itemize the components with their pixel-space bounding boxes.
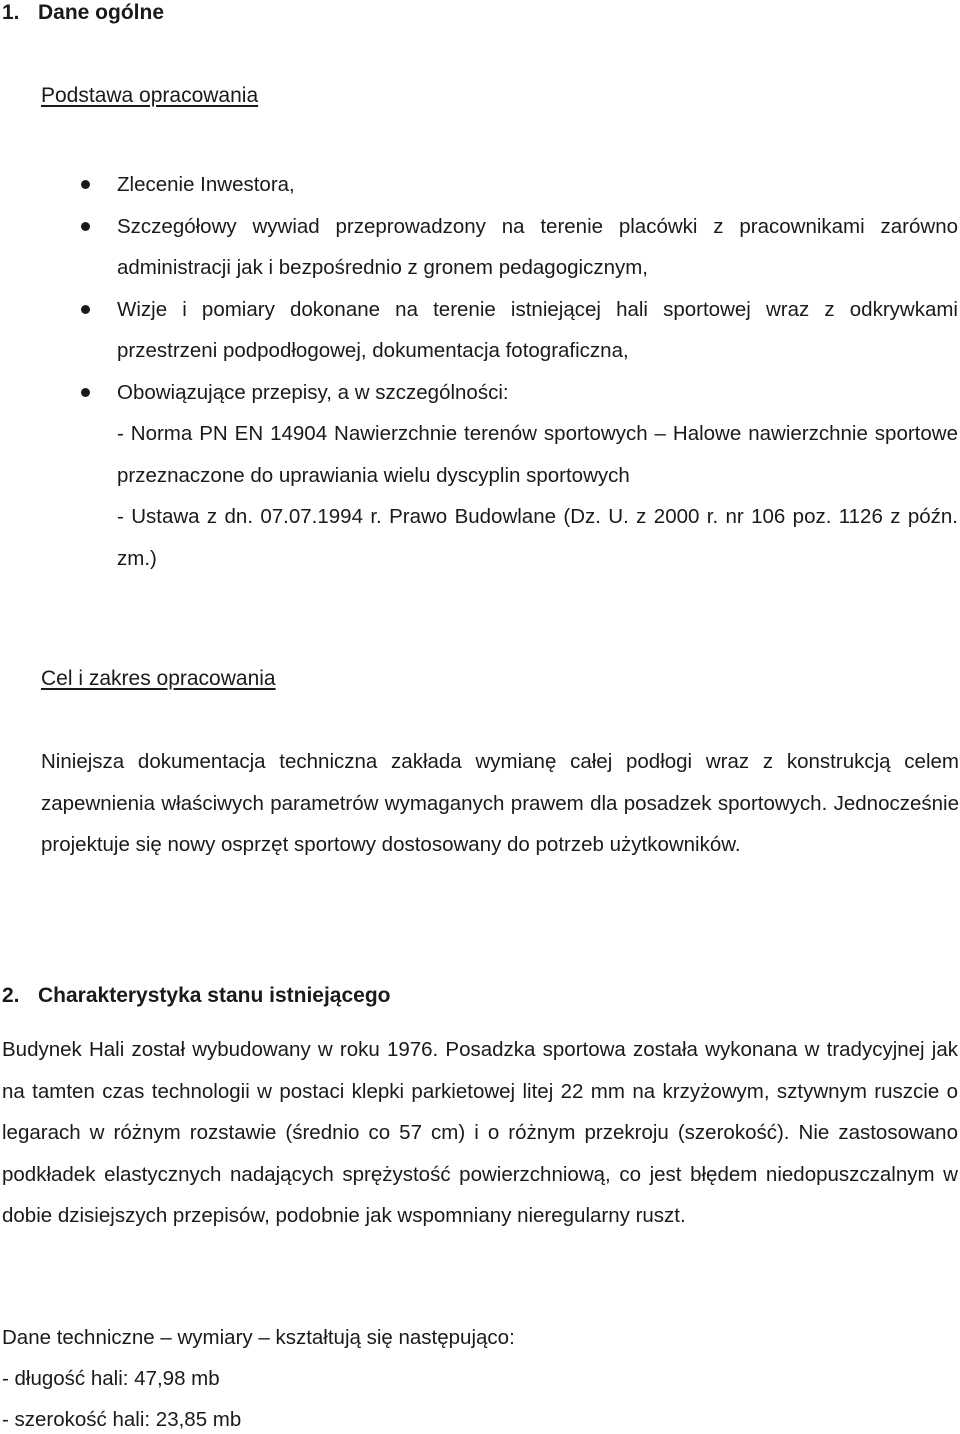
list-item-text: Obowiązujące przepisy, a w szczególności: [117, 380, 509, 404]
hall-length: - długość hali: 47,98 mb [2, 1367, 220, 1390]
bullet-icon [81, 180, 90, 189]
section-2-heading [2, 983, 391, 1009]
hall-width: - szerokość hali: 23,85 mb [2, 1408, 242, 1431]
list-item [0, 289, 960, 372]
basis-list [0, 164, 960, 579]
scope-heading: Cel i zakres opracowania [41, 667, 276, 690]
list-item [0, 206, 960, 289]
list-item-text: Szczegółowy wywiad przeprowadzony na terenie placówki z pracownikami zarówno administracji jak i bezpośrednio z gronem pedagogicznym, [117, 214, 958, 279]
existing-state-paragraph: Budynek Hali został wybudowany w roku 1976. Posadzka sportowa została wykonana w tradycyjnej jak na tamten czas technologii w postaci klepki parkietowej litej 22 mm na krzyżowym, sztywnym ruszcie o legarach w różnym rozstawie (średnio co 57 cm) i o różnym przekroju (szerokość). Nie zastosowano podkładek elastycznych nadających sprężystość powierzchniową, co jest błędem niedopuszczalnym w dobie dzisiejszych przepisów, podobnie jak wspomniany nieregularny ruszt. [2, 1038, 958, 1227]
technical-data-intro: Dane techniczne – wymiary – kształtują się następująco: [2, 1326, 515, 1349]
section-1-heading [2, 0, 164, 26]
bullet-icon [81, 222, 90, 231]
section-2-title: Charakterystyka stanu istniejącego [38, 984, 391, 1007]
scope-paragraph: Niniejsza dokumentacja techniczna zakłada wymianę całej podłogi wraz z konstrukcją celem zapewnienia właściwych parametrów wymaganych prawem dla posadzek sportowych. Jednocześnie projektuje się nowy osprzęt sportowy dostosowany do potrzeb użytkowników. [41, 750, 959, 856]
norm-building-law: - Ustawa z dn. 07.07.1994 r. Prawo Budowlane (Dz. U. z 2000 r. nr 106 poz. 1126 z późn. zm.) [117, 505, 958, 570]
basis-heading: Podstawa opracowania [41, 84, 259, 107]
section-1-title: Dane ogólne [38, 1, 165, 24]
list-item-text: Wizje i pomiary dokonane na terenie istniejącej hali sportowej wraz z odkrywkami przestrzeni podpodłogowej, dokumentacja fotograficzna, [117, 297, 958, 362]
norm-en-14904: - Norma PN EN 14904 Nawierzchnie terenów sportowych – Halowe nawierzchnie sportowe przeznaczone do uprawiania wielu dyscyplin sportowych [117, 422, 958, 487]
bullet-icon [81, 388, 90, 397]
bullet-icon [81, 305, 90, 314]
section-1-number: 1. [2, 1, 20, 24]
list-item [0, 372, 960, 580]
list-item [0, 164, 960, 206]
section-2-number: 2. [2, 984, 20, 1007]
list-item-text: Zlecenie Inwestora, [117, 173, 295, 196]
